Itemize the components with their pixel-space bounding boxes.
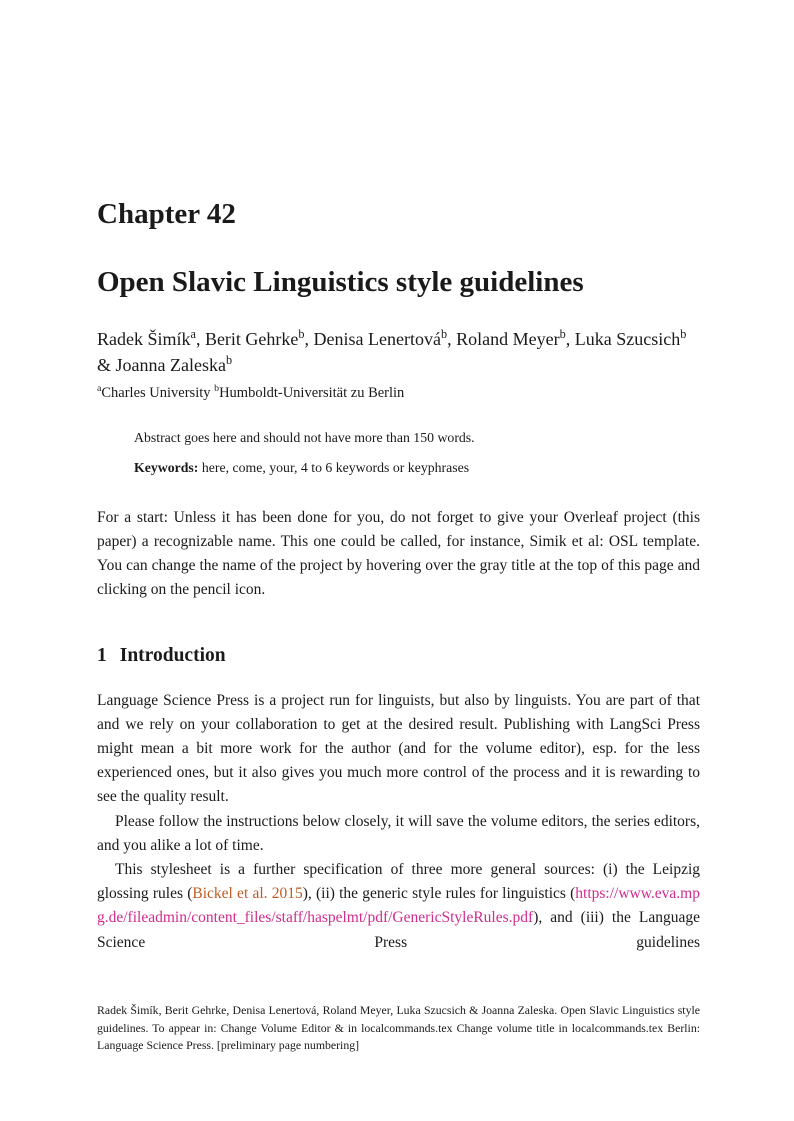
citation-link-bickel-2015[interactable]: Bickel et al. 2015 [192,885,303,903]
affiliation-marker: b [440,327,448,342]
author-name: Denisa Lenertová [313,329,441,350]
paragraph-overleaf-note: For a start: Unless it has been done for you, do not forget to give your Overleaf project (this paper) a recognizable name. This one could be called, for instance, Simik et al: OSL template. You can change the name of the project by hovering over the gray title at the top of this page and clicking on the pencil icon. [97,508,700,599]
paragraph-sources-text: ), (ii) the generic style rules for linguistics ( [302,885,576,903]
affiliation-marker: b [559,327,566,342]
author-separator: , [447,329,457,350]
affiliation-marker: b [225,353,233,368]
author-separator: , [304,329,314,350]
section-number: 1 [97,645,107,667]
author-separator: , [195,329,205,350]
affiliation-marker: a [97,383,102,395]
affiliation-line [97,385,700,402]
author-name: Roland Meyer [456,329,560,350]
author-name: Berit Gehrke [204,329,299,350]
paragraph-langsci-intro: Language Science Press is a project run for linguists, but also by linguists. You are part of that and we rely on your collaboration to get at the desired result. Publishing with LangSci Press might mean a bit more work for the author (and for the volume editor), esp. for the less experienced ones, but it also gives you much more control of the process and it is rewarding to see the quality result. [97,691,700,806]
author-line [97,326,700,378]
paragraph-follow-instructions: Please follow the instructions below closely, it will save the volume editors, the series editors, and you alike a lot of time. [97,812,700,854]
section-heading-introduction [97,644,700,667]
keywords-line [134,458,670,479]
keywords-label: Keywords: [134,460,199,476]
author-name: Luka Szucsich [574,329,681,350]
affiliation-name: Charles University [101,385,211,402]
abstract-text: Abstract goes here and should not have more than 150 words. [134,430,475,446]
paragraph-sources-text: ), and (iii) the Language Science Press guidelines [97,909,700,951]
affiliation-name: Humboldt-Universität zu Berlin [219,385,405,402]
affiliation-marker: a [190,327,196,342]
section-title: Introduction [119,645,226,667]
url-link-generic-style-rules[interactable]: https://www.eva.mpg.de/fileadmin/content_files/staff/haspelmt/pdf/GenericStyleRules.pdf [97,885,700,927]
keywords-text: here, come, your, 4 to 6 keywords or keyphrases [198,460,470,476]
author-separator: , [565,329,575,350]
affiliation-marker: b [680,327,687,342]
chapter-number-heading: Chapter 42 [97,198,236,230]
affiliation-marker: b [298,327,305,342]
paragraph-sources [97,858,700,955]
author-name: Radek Šimík [97,329,191,350]
footer-citation-note: Radek Šimík, Berit Gehrke, Denisa Lenertová, Roland Meyer, Luka Szucsich & Joanna Zaleska. Open Slavic Linguistics style guidelines. To appear in: Change Volume Editor & in localcommands.tex Change volume title in localcommands.tex Berlin: Language Science Press. [preliminary page numbering] [97,1003,700,1053]
abstract-block [134,428,670,478]
chapter-title: Open Slavic Linguistics style guidelines [97,266,584,299]
author-name: Joanna Zaleska [115,355,226,376]
affiliation-marker: b [214,383,220,395]
paragraph-sources-text: This stylesheet is a further specification of three more general sources: (i) the Leipzig glossing rules ( [97,860,700,903]
author-separator: & [97,355,116,376]
